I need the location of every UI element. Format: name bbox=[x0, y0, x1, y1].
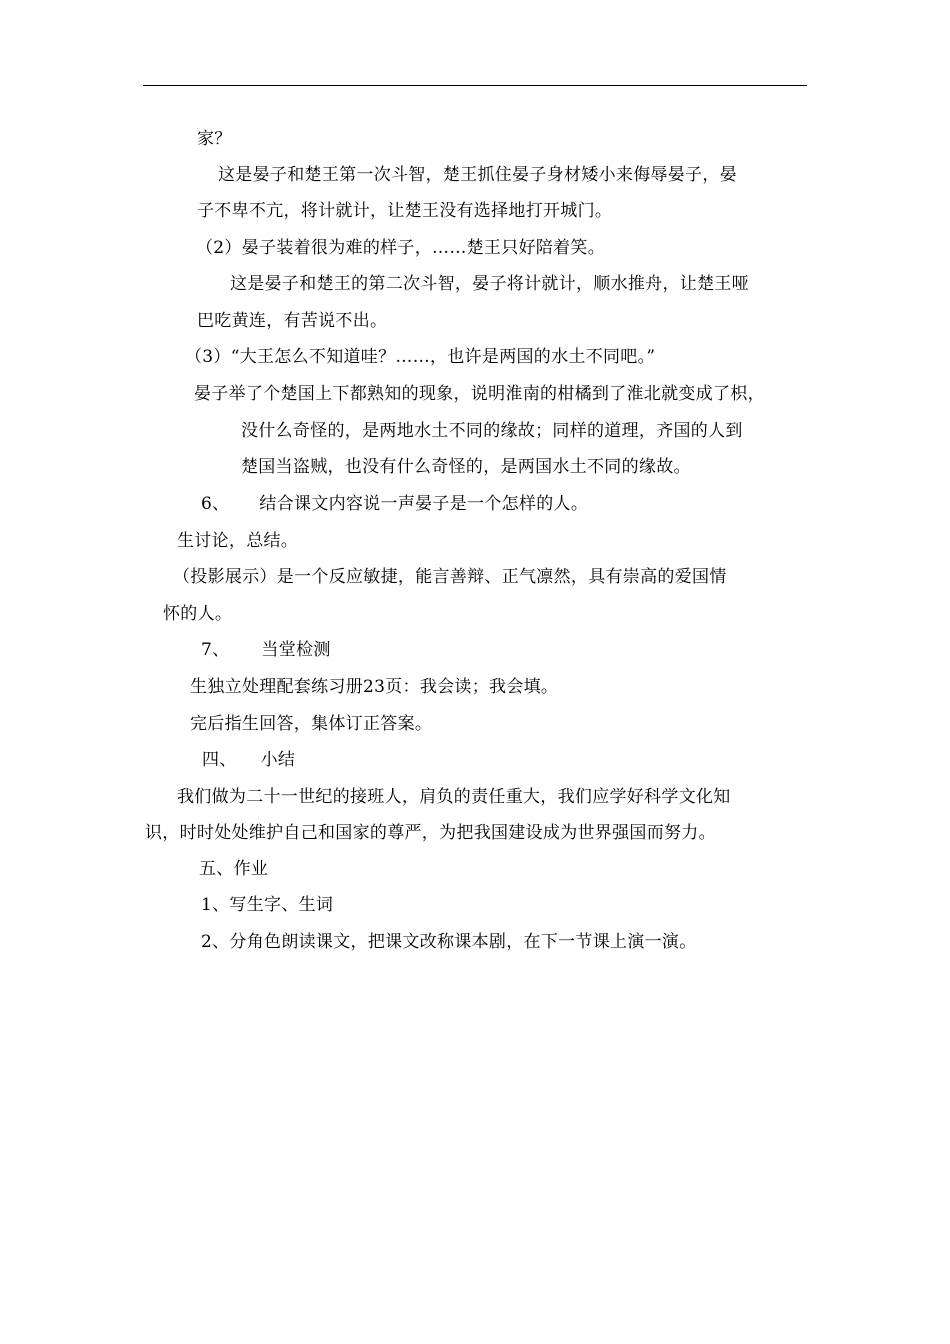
section-heading bbox=[202, 749, 295, 771]
item-number: 6、 bbox=[201, 494, 230, 514]
section-heading: 五、作业 bbox=[199, 859, 269, 879]
text-line: 这是晏子和楚王第一次斗智，楚王抓住晏子身材矮小来侮辱晏子，晏 bbox=[218, 165, 737, 185]
text-line: 2、分角色朗读课文，把课文改称课本剧，在下一节课上演一演。 bbox=[201, 932, 697, 952]
text-line: 怀的人。 bbox=[163, 604, 233, 624]
section-number: 四、 bbox=[202, 750, 237, 770]
text-line: 生讨论，总结。 bbox=[177, 531, 299, 551]
text-line: （3）“大王怎么不知道哇？……，也许是两国的水土不同吧。” bbox=[185, 347, 656, 367]
text-line: 家？ bbox=[197, 129, 232, 149]
item-number: 7、 bbox=[201, 640, 230, 660]
text-line: （2）晏子装着很为难的样子，……楚王只好陪着笑。 bbox=[196, 238, 606, 258]
numbered-item bbox=[201, 493, 588, 515]
text-line: 晏子举了个楚国上下都熟知的现象，说明淮南的柑橘到了淮北就变成了枳， bbox=[194, 384, 765, 404]
header-rule bbox=[143, 85, 807, 86]
text-line: 识，时时处处维护自己和国家的尊严，为把我国建设成为世界强国而努力。 bbox=[145, 823, 716, 843]
item-text: 当堂检测 bbox=[261, 640, 331, 660]
text-line: 巴吃黄连，有苦说不出。 bbox=[197, 311, 388, 331]
text-line: 生独立处理配套练习册23页：我会读；我会填。 bbox=[190, 677, 559, 697]
section-title: 小结 bbox=[260, 750, 296, 770]
text-line: 完后指生回答，集体订正答案。 bbox=[190, 714, 433, 734]
text-line: 这是晏子和楚王的第二次斗智，晏子将计就计，顺水推舟，让楚王哑 bbox=[230, 274, 749, 294]
text-line: 没什么奇怪的，是两地水土不同的缘故；同样的道理，齐国的人到 bbox=[241, 421, 743, 441]
text-line: 楚国当盗贼，也没有什么奇怪的，是两国水土不同的缘故。 bbox=[241, 457, 691, 477]
text-line: （投影展示）是一个反应敏捷，能言善辩、正气凛然，具有崇高的爱国情 bbox=[173, 567, 727, 587]
numbered-item bbox=[201, 639, 331, 661]
item-text: 结合课文内容说一声晏子是一个怎样的人。 bbox=[259, 494, 589, 514]
text-line: 子不卑不亢，将计就计，让楚王没有选择地打开城门。 bbox=[197, 201, 613, 221]
text-line: 我们做为二十一世纪的接班人，肩负的责任重大，我们应学好科学文化知 bbox=[177, 787, 731, 807]
text-line: 1、写生字、生词 bbox=[201, 895, 334, 915]
